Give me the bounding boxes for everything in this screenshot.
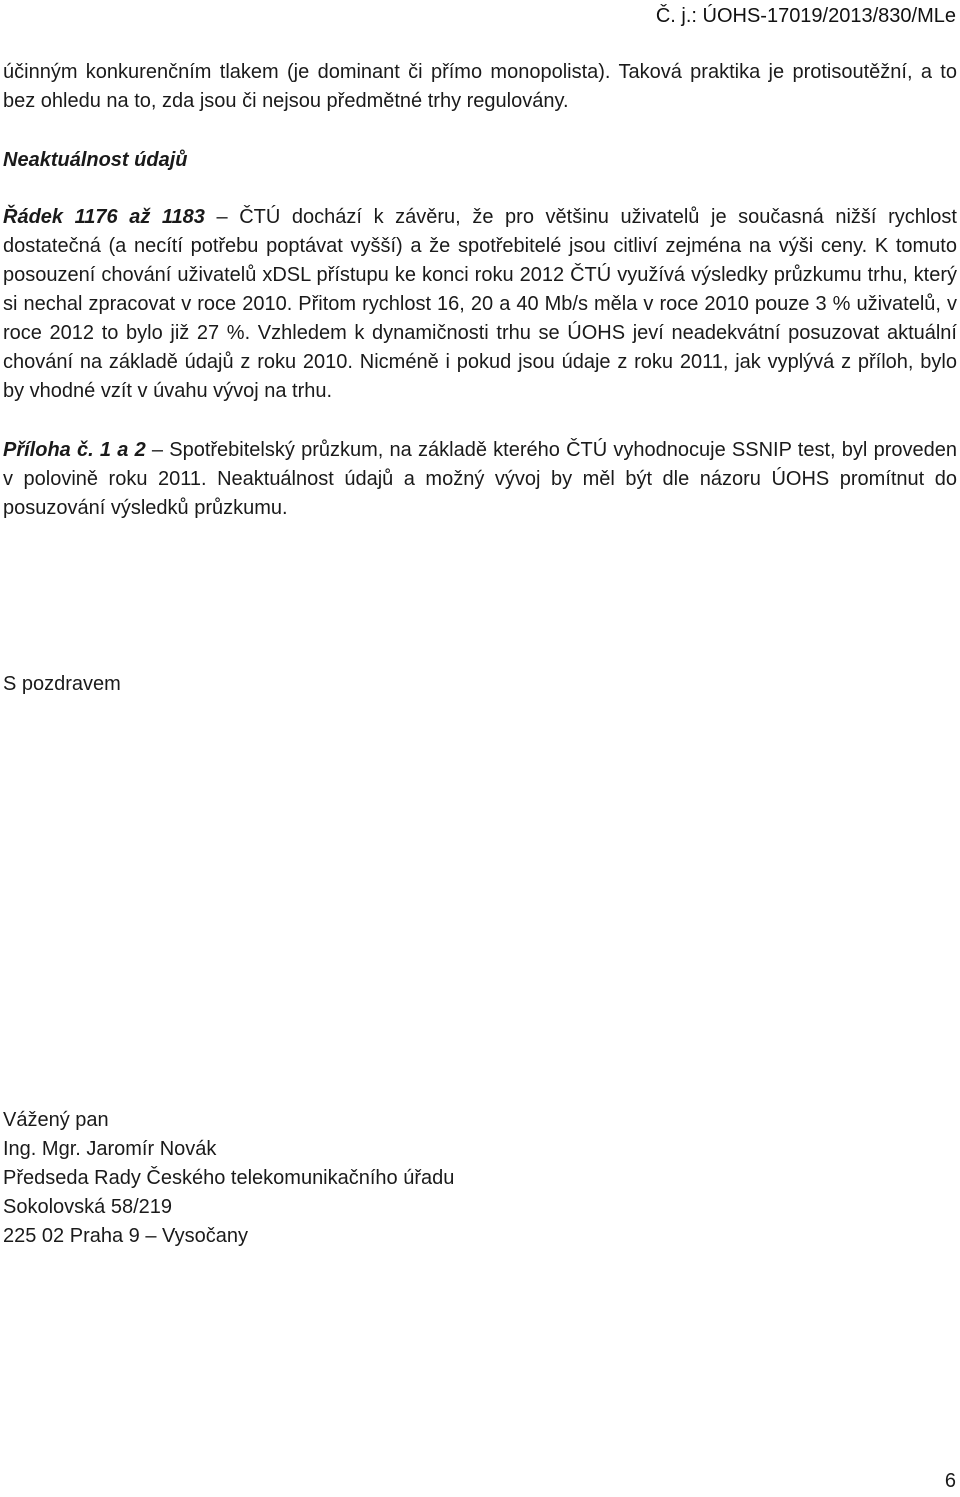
address-block [3,1106,454,1251]
page-number: 6 [944,1470,956,1492]
address-position: Předseda Rady Českého telekomunikačního úřadu [3,1167,455,1189]
address-city: 225 02 Praha 9 – Vysočany [3,1225,248,1247]
item-1-text: – ČTÚ dochází k závěru, že pro většinu uživatelů je současná nižší rychlost dostatečná (a necítí potřebu poptávat vyšší) a že spotřebitelé jsou citliví zejména na výši ceny. K tomuto posouzení chování uživatelů xDSL přístupu ke konci roku 2012 ČTÚ využívá výsledky průzkumu trhu, který si nechal zpracovat v roce 2010. Přitom rychlost 16, 20 a 40 Mb/s měla v roce 2010 pouze 3 % uživatelů, v roce 2012 to bylo již 27 %. Vzhledem k dynamičnosti trhu se ÚOHS jeví neadekvátní posuzovat aktuální chování na základě údajů z roku 2010. Nicméně i pokud jsou údaje z roku 2011, jak vyplývá z příloh, bylo by vhodné vzít v úvahu vývoj na trhu. [3,206,957,402]
address-street: Sokolovská 58/219 [3,1196,173,1218]
item-1-lead: Řádek 1176 až 1183 [3,206,205,228]
item-2-text: – Spotřebitelský průzkum, na základě kterého ČTÚ vyhodnocuje SSNIP test, byl proveden v polovině roku 2011. Neaktuálnost údajů a možný vývoj by měl být dle názoru ÚOHS promítnut do posuzování výsledků průzkumu. [3,439,957,519]
address-name: Ing. Mgr. Jaromír Novák [3,1138,217,1160]
address-salutation: Vážený pan [3,1109,109,1131]
signoff: S pozdravem [3,673,121,695]
intro-paragraph: účinným konkurenčním tlakem (je dominant či přímo monopolista). Taková praktika je protisoutěžní, a to bez ohledu na to, zda jsou či nejsou předmětné trhy regulovány. [3,61,957,112]
section-heading: Neaktuálnost údajů [3,149,188,171]
item-paragraph-1 [3,203,957,406]
document-reference: Č. j.: ÚOHS-17019/2013/830/MLe [655,5,956,27]
item-paragraph-2 [3,436,957,523]
item-2-lead: Příloha č. 1 a 2 [3,439,146,461]
